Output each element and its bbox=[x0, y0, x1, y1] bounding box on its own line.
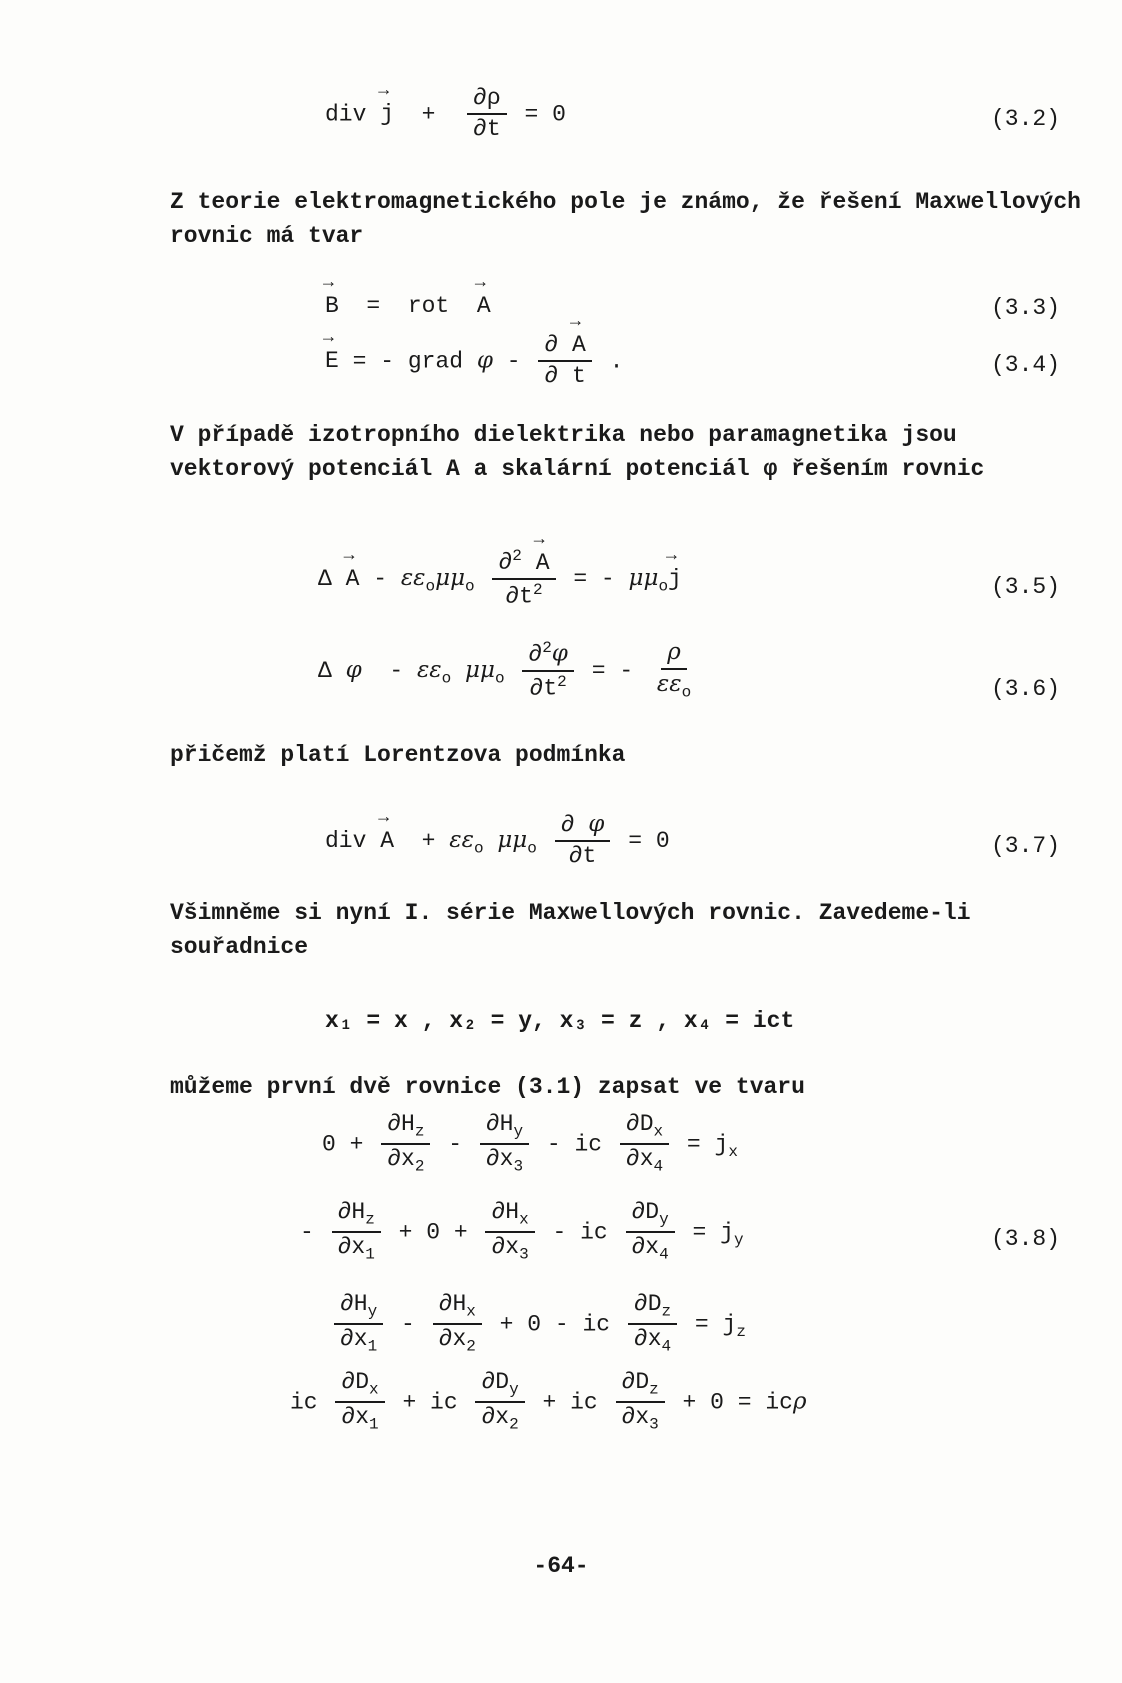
equation-3-8-row-1: 0 + $\frac{\partial H_z}{\partial x_2}$ - $\frac{\partial H_y}{\partial x_3}$ - ic $\frac{\partial D_x}{\partial x_4}$ = $j_x$ bbox=[322, 1111, 738, 1176]
equation-3-8-row-2: - $\frac{\partial H_z}{\partial x_1}$ + 0 + $\frac{\partial H_x}{\partial x_3}$ - ic $\frac{\partial D_y}{\partial x_4}$ = $j_y$ bbox=[300, 1199, 744, 1264]
coordinates-line: x₁ = x , x₂ = y, x₃ = z , x₄ = ict bbox=[325, 1008, 795, 1034]
equation-3-6: Δ φ - $\varepsilon\varepsilon_o$ $\mu\mu_o$ $\frac{\partial^2\varphi}{\partial t^2}$ = - $\frac{\rho}{\varepsilon\varepsilon_o}$ bbox=[318, 639, 692, 702]
paragraph-intro: Z teorie elektromagnetického pole je známo, že řešení Maxwellových rovnic má tvar bbox=[170, 189, 1081, 249]
equation-3-2: div → j + $\frac{\partial\rho}{\partial t}$ = 0 bbox=[325, 86, 566, 143]
equation-3-4: → E = - grad φ - $\frac{\partial \to A}{\partial t}$ . bbox=[325, 333, 623, 390]
eq-label-3-6: (3.6) bbox=[990, 676, 1060, 702]
paragraph-rewrite: můžeme první dvě rovnice (3.1) zapsat ve tvaru bbox=[170, 1074, 805, 1100]
equation-3-8-row-3: $\frac{\partial H_y}{\partial x_1}$ - $\frac{\partial H_x}{\partial x_2}$ + 0 - ic $\frac{\partial D_z}{\partial x_4}$ = $j_z$ bbox=[330, 1292, 746, 1356]
eq-label-3-4: (3.4) bbox=[990, 352, 1060, 378]
equation-3-7: div → $A + \varepsilon\varepsilon_o$ $\mu\mu_o$ $\frac{\partial \varphi}{\partial t}$ = 0 bbox=[325, 812, 670, 870]
paragraph-maxwell-series: Všimněme si nyní I. série Maxwellových rovnic. Zavedeme-li souřadnice bbox=[170, 900, 971, 960]
eq-label-3-5: (3.5) bbox=[990, 574, 1060, 600]
page-number: -64- bbox=[533, 1553, 589, 1579]
eq-label-3-8: (3.8) bbox=[990, 1226, 1060, 1252]
eq-label-3-7: (3.7) bbox=[990, 833, 1060, 859]
paragraph-lorentz: přičemž platí Lorentzova podmínka bbox=[170, 742, 626, 768]
eq-label-3-3: (3.3) bbox=[990, 295, 1060, 321]
equation-3-3: → B = rot → A bbox=[325, 293, 491, 319]
equation-3-8-row-4: ic $\frac{\partial D_x}{\partial x_1}$ + ic $\frac{\partial D_y}{\partial x_2}$ + ic $\frac{\partial D_z}{\partial x_3}$ + 0 = icρ bbox=[290, 1369, 807, 1434]
paragraph-potentials: V případě izotropního dielektrika nebo paramagnetika jsou vektorový potenciál A a skalární potenciál φ řešením rovnic bbox=[170, 422, 985, 482]
equation-3-5: $\Delta \to A - \varepsilon\varepsilon_o\mu\mu_o$ $\frac{\partial^2 \to A}{\partial t^2}$ = - $\mu\mu_o\to j$ bbox=[318, 548, 682, 610]
eq-label-3-2: (3.2) bbox=[990, 106, 1060, 132]
